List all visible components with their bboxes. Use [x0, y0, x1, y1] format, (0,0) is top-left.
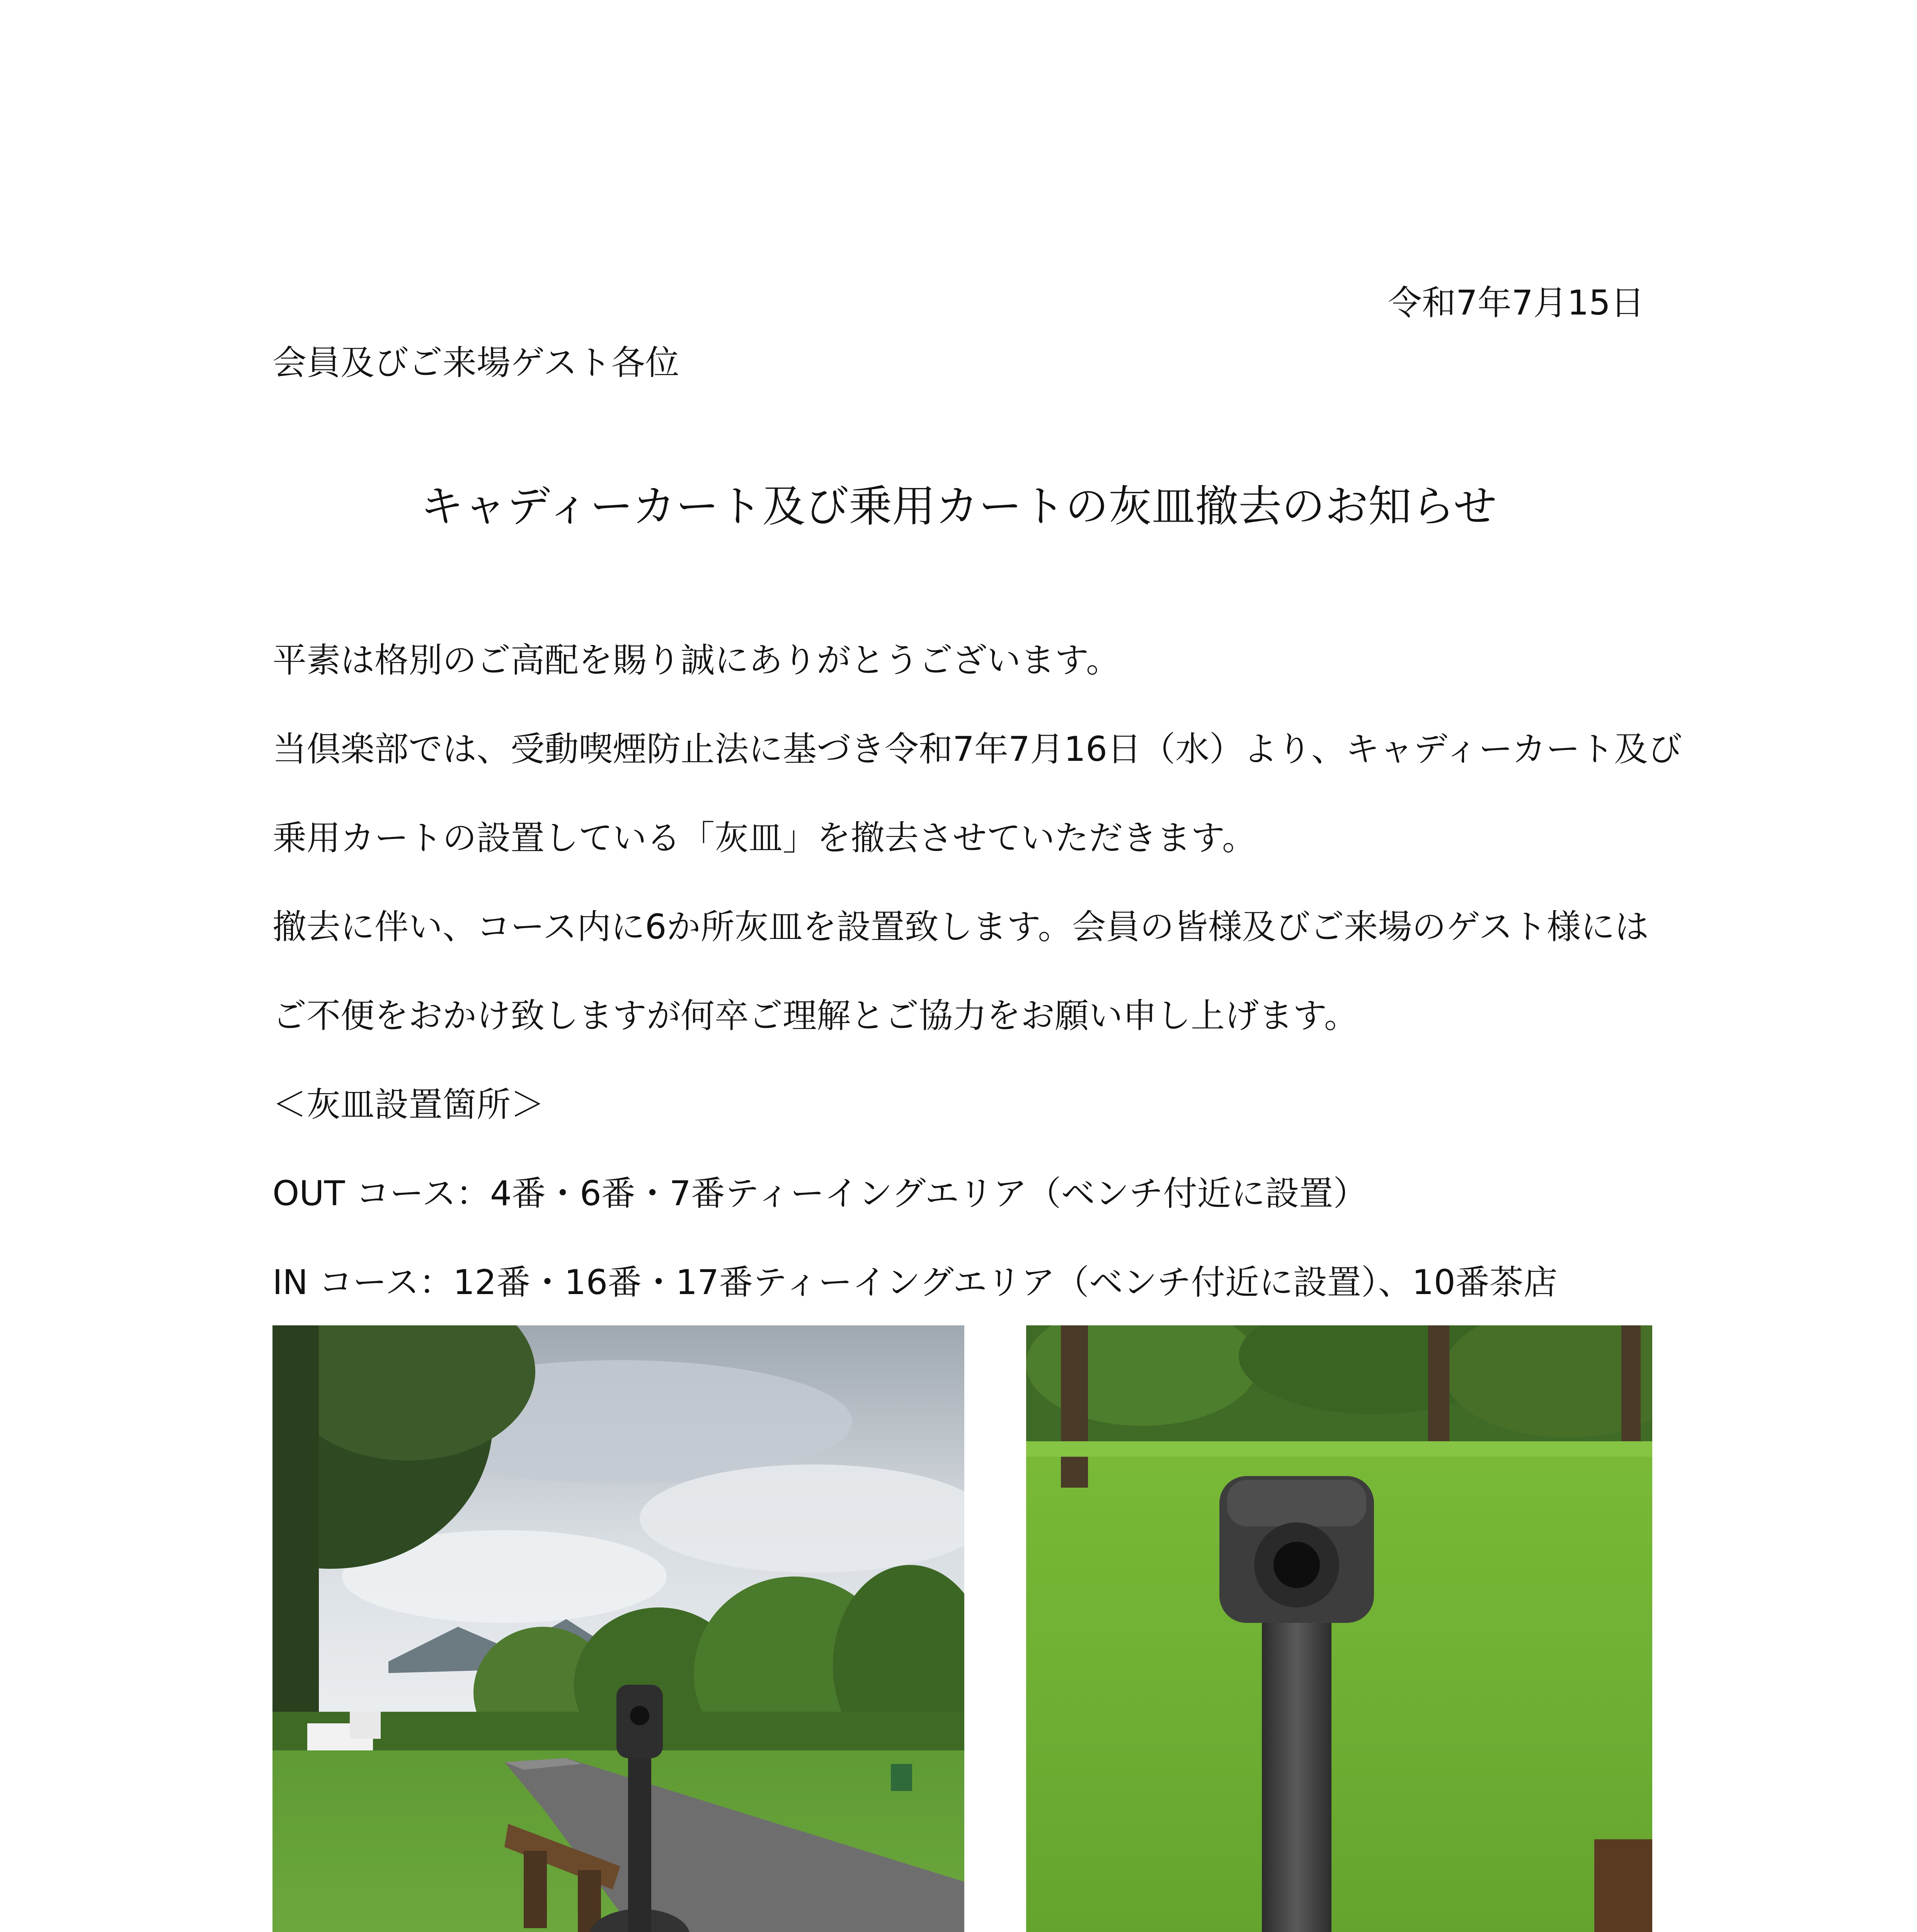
body-line-announcement: 当倶楽部では、受動喫煙防止法に基づき令和7年7月16日（水）より、キャディーカート及び [272, 729, 1682, 769]
notice-title: キャディーカート及び乗用カートの灰皿撤去のお知らせ [420, 481, 1497, 532]
body-line-greeting: 平素は格別のご高配を賜り誠にありがとうございます。 [272, 640, 1120, 680]
locations-heading: ＜灰皿設置箇所＞ [272, 1085, 545, 1124]
out-course-locations: OUT コース：4番・6番・7番ティーイングエリア（ベンチ付近に設置） [272, 1173, 1367, 1213]
ashtray-photo-closeup [1026, 1325, 1652, 1932]
in-course-locations: IN コース：12番・16番・17番ティーイングエリア（ベンチ付近に設置）、10番茶店 [272, 1262, 1558, 1302]
body-line-request: ご不便をおかけ致しますが何卒ご理解とご協力をお願い申し上げます。 [272, 996, 1358, 1036]
document-date: 令和7年7月15日 [1388, 283, 1645, 323]
ashtray-photo-course [272, 1325, 964, 1932]
body-line-installation: 撤去に伴い、コース内に6か所灰皿を設置致します。会員の皆様及びご来場のゲスト様には [272, 907, 1649, 947]
recipient-line: 会員及びご来場ゲスト各位 [272, 343, 679, 383]
body-line-removal: 乗用カートの設置している「灰皿」を撤去させていただきます。 [272, 818, 1256, 858]
